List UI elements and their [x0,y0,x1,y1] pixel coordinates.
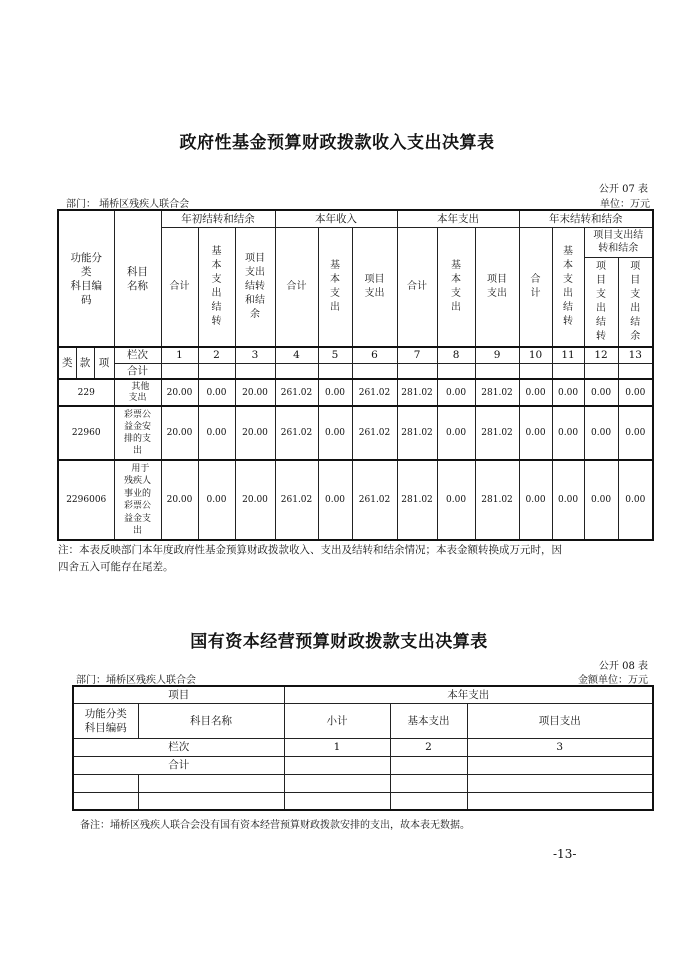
value-cell: 20.00 [161,406,198,460]
header-expense-total: 合计 [397,227,437,347]
header-text: 出 [596,302,607,314]
header-text: 码 [81,293,92,306]
header-text: 支 [596,288,607,300]
table-row [73,792,653,810]
name-line: 出 [132,446,142,456]
value-cell: 0.00 [584,379,618,406]
header-lei: 类 [58,347,76,379]
empty-cell [390,774,467,792]
header-end-project-balance [618,257,653,347]
header-text: 项 [630,260,641,272]
header-func-code [73,703,138,738]
column-number: 11 [552,347,584,363]
row-subject-name [114,379,161,406]
name-line: 排的支 [123,434,151,444]
total-cell [352,363,397,379]
table2-number: 公开 08 表 [598,661,648,672]
column-number: 13 [618,347,653,363]
name-line: 用于 [125,463,150,474]
value-cell: 20.00 [235,406,275,460]
header-text: 结 [630,316,641,328]
table1-unit: 单位：万元 [600,199,650,210]
value-cell: 20.00 [235,460,275,540]
header-text: 出 [451,301,462,313]
total-cell [275,363,318,379]
column-number: 2 [390,738,467,756]
header-end-basic [552,227,584,347]
column-number: 1 [284,738,390,756]
header-text: 功能分 [70,251,102,264]
total-cell [437,363,475,379]
header-subject-name [114,210,161,347]
total-cell [618,363,653,379]
note-line: 注：本表反映部门本年度政府性基金预算财政拨款收入、支出及结转和结余情况；本表金额转换成万元时，因 [58,544,562,556]
header-text: 结 [211,301,222,313]
header-text: 目 [630,274,641,286]
header-text: 支出 [364,287,385,299]
value-cell: 0.00 [318,406,352,460]
value-cell: 261.02 [352,460,397,540]
column-row-label: 栏次 [114,347,161,363]
value-cell: 20.00 [161,379,198,406]
column-number: 2 [198,347,235,363]
value-cell: 0.00 [198,379,235,406]
header-text: 支 [330,287,341,299]
value-cell: 281.02 [475,406,519,460]
row-code: 22960 [58,406,114,460]
header-group-end: 年末结转和结余 [519,210,653,227]
table2-department: 部门：埇桥区残疾人联合会 [76,675,196,686]
column-number: 6 [352,347,397,363]
value-cell: 0.00 [584,406,618,460]
header-text: 余 [630,330,641,342]
header-end-project-carry [584,257,618,347]
value-cell: 281.02 [397,460,437,540]
value-cell: 0.00 [552,460,584,540]
header-text: 项目 [364,273,385,285]
header-begin-project [235,227,275,347]
name-line: 益金安 [123,422,151,432]
row-subject-name [114,406,161,460]
header-group-begin: 年初结转和结余 [161,210,275,227]
name-line: 出 [132,526,142,536]
table1-note [58,542,658,576]
header-group-expense: 本年支出 [397,210,519,227]
total-row-label: 合计 [73,756,284,774]
header-subject-name: 科目名称 [138,703,284,738]
header-text: 支 [563,273,574,285]
note-line: 四舍五入可能存在尾差。 [58,561,174,573]
header-text: 项目支出结 [593,230,644,241]
value-cell: 281.02 [397,406,437,460]
table2-grid [72,685,654,811]
name-line: 彩票公 [123,410,151,420]
table1-department: 部门： 埇桥区残疾人联合会 [66,199,190,210]
header-text: 转和结余 [598,243,639,254]
header-text: 科目编码 [84,721,127,734]
header-income-total: 合计 [275,227,318,347]
column-number: 7 [397,347,437,363]
value-cell: 0.00 [519,460,552,540]
empty-cell [138,792,284,810]
value-cell: 0.00 [618,406,653,460]
value-cell: 0.00 [437,379,475,406]
value-cell: 0.00 [552,406,584,460]
name-line: 残疾人 [123,476,151,486]
header-text: 转 [563,315,574,327]
header-text: 出 [330,301,341,313]
header-text: 科目 [127,265,148,278]
empty-cell [467,792,653,810]
header-text: 基 [563,245,574,257]
table1-title: 政府性基金预算财政拨款收入支出决算表 [179,133,495,153]
total-cell [552,363,584,379]
empty-cell [73,792,138,810]
name-line: 支出 [128,392,147,403]
header-text: 结转 [245,280,265,292]
value-cell: 0.00 [198,460,235,540]
empty-cell [73,774,138,792]
empty-cell [284,774,390,792]
total-cell [519,363,552,379]
page-number: -13- [553,847,577,861]
table2-title: 国有资本经营预算财政拨款支出决算表 [190,632,488,652]
header-text: 科目编 [70,279,102,292]
row-code: 229 [58,379,114,406]
value-cell: 261.02 [275,406,318,460]
total-cell [390,756,467,774]
header-subtotal: 小计 [284,703,390,738]
column-number: 4 [275,347,318,363]
total-cell [475,363,519,379]
value-cell: 261.02 [275,379,318,406]
header-text: 支 [451,287,462,299]
total-cell [467,756,653,774]
value-cell: 20.00 [235,379,275,406]
table1-grid [57,209,654,541]
column-number: 1 [161,347,198,363]
value-cell: 0.00 [198,406,235,460]
empty-cell [284,792,390,810]
header-func-code [58,210,114,347]
table-row [58,406,653,460]
total-cell [397,363,437,379]
value-cell: 261.02 [275,460,318,540]
total-cell [235,363,275,379]
header-group-income: 本年收入 [275,210,397,227]
value-cell: 0.00 [519,406,552,460]
value-cell: 0.00 [437,406,475,460]
total-cell [284,756,390,774]
header-text: 功能分类 [84,707,127,720]
header-text: 本 [211,259,222,271]
empty-cell [138,774,284,792]
name-line: 事业的 [123,488,151,499]
header-text: 项 [596,260,607,272]
header-text: 项目 [245,252,265,264]
value-cell: 261.02 [352,406,397,460]
column-row-label: 栏次 [73,738,284,756]
column-number: 8 [437,347,475,363]
header-item: 项目 [73,686,284,703]
column-number: 3 [467,738,653,756]
value-cell: 0.00 [618,460,653,540]
value-cell: 281.02 [397,379,437,406]
header-text: 名称 [127,279,148,292]
header-text: 支 [630,288,641,300]
header-text: 出 [211,287,222,299]
header-text: 本 [451,273,462,285]
total-cell [161,363,198,379]
value-cell: 0.00 [519,379,552,406]
table1-number: 公开 07 表 [598,184,648,195]
header-income-basic [318,227,352,347]
value-cell: 261.02 [352,379,397,406]
header-text: 支出 [245,266,265,278]
name-line: 益金支 [123,513,151,524]
header-text: 项目 [487,273,508,285]
value-cell: 20.00 [161,460,198,540]
header-xiang: 项 [94,347,114,379]
table-row [58,379,653,406]
total-cell [584,363,618,379]
value-cell: 281.02 [475,379,519,406]
value-cell: 0.00 [318,379,352,406]
total-cell [198,363,235,379]
total-row-label: 合计 [114,363,161,379]
header-text: 本 [330,273,341,285]
header-text: 转 [211,315,222,327]
header-text: 基 [451,259,462,271]
header-text: 支 [211,273,222,285]
header-begin-total: 合计 [161,227,198,347]
table2-unit: 金额单位：万元 [578,675,648,686]
value-cell: 0.00 [437,460,475,540]
header-text: 和结 [245,294,265,306]
header-text: 出 [563,287,574,299]
header-text: 支出 [487,287,508,299]
header-text: 目 [596,274,607,286]
header-text: 结 [596,316,607,328]
name-line: 其他 [125,381,150,392]
header-text: 基 [211,245,222,257]
table-row [73,774,653,792]
table-row [58,460,653,540]
value-cell: 281.02 [475,460,519,540]
header-text: 出 [630,302,641,314]
header-end-total [519,227,552,347]
row-subject-name [114,460,161,540]
row-code: 2296006 [58,460,114,540]
name-line: 彩票公 [123,501,151,511]
header-end-project-group [584,227,653,257]
header-text: 基 [330,259,341,271]
header-income-project [352,227,397,347]
empty-cell [390,792,467,810]
header-basic: 基本支出 [390,703,467,738]
empty-cell [467,774,653,792]
value-cell: 0.00 [584,460,618,540]
header-text: 结 [563,301,574,313]
value-cell: 0.00 [318,460,352,540]
value-cell: 0.00 [618,379,653,406]
header-kuan: 款 [76,347,94,379]
column-number: 10 [519,347,552,363]
header-text: 合 [530,273,541,285]
header-project: 项目支出 [467,703,653,738]
value-cell: 0.00 [552,379,584,406]
header-expense-project [475,227,519,347]
header-expense-basic [437,227,475,347]
header-text: 转 [596,330,607,342]
header-text: 计 [530,287,541,299]
header-text: 本 [563,259,574,271]
header-text: 余 [250,308,260,320]
column-number: 9 [475,347,519,363]
header-text: 类 [81,265,92,278]
column-number: 12 [584,347,618,363]
column-number: 3 [235,347,275,363]
column-number: 5 [318,347,352,363]
header-begin-basic [198,227,235,347]
table2-note: 备注：埇桥区残疾人联合会没有国有资本经营预算财政拨款安排的支出，故本表无数据。 [80,820,470,831]
total-cell [318,363,352,379]
header-current-expense: 本年支出 [284,686,653,703]
